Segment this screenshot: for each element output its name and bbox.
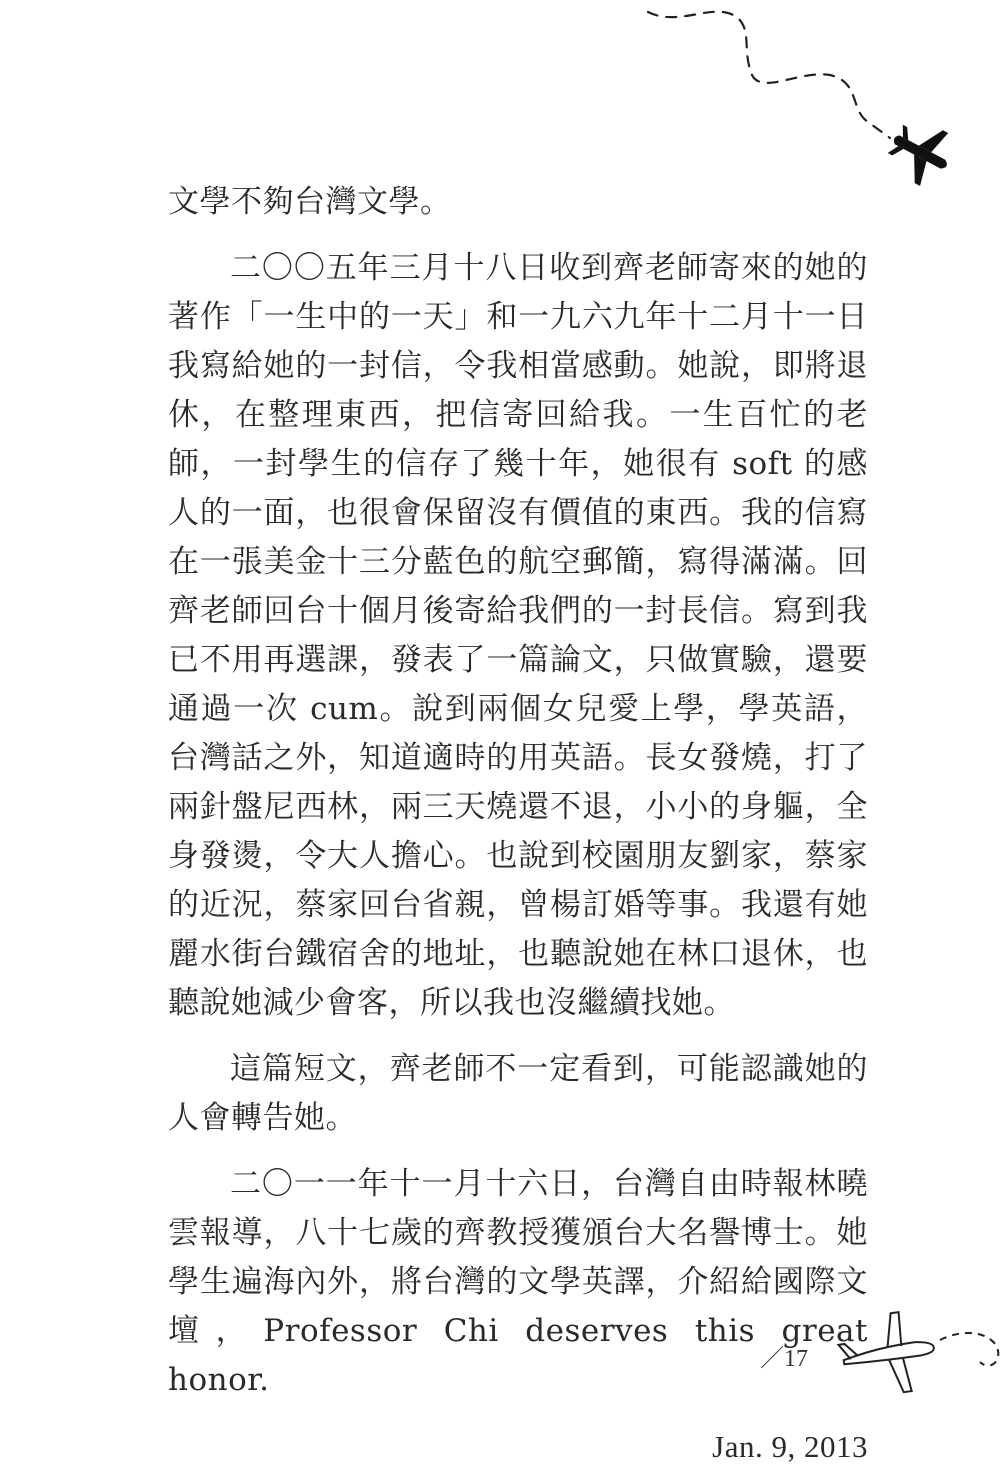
- paragraph-letter-memory: 二〇〇五年三月十八日收到齊老師寄來的她的著作「一生中的一天」和一九六九年十二月十一日我寫給她的一封信，令我相當感動。她說，即將退休，在整理東西，把信寄回給我。一生百忙的老師，一封學生的信存了幾十年，她很有 soft 的感人的一面，也很會保留沒有價值的東西。我的信寫在一張美金十三分藍色的航空郵簡，寫得滿滿。回齊老師回台十個月後寄給我們的一封長信。寫到我已不用再選課，發表了一篇論文，只做實驗，還要通過一次 cum。說到兩個女兒愛上學，學英語，台灣話之外，知道適時的用英語。長女發燒，打了兩針盤尼西林，兩三天燒還不退，小小的身軀，全身發燙，令大人擔心。也說到校園朋友劉家，蔡家的近況，蔡家回台省親，曾楊訂婚等事。我還有她麗水街台鐵宿舍的地址，也聽說她在林口退休，也聽說她減少會客，所以我也沒繼續找她。: [168, 250, 868, 1021]
- dashed-flight-path-bottom: [940, 1333, 998, 1366]
- signature-date: Jan. 9, 2013: [712, 1429, 868, 1464]
- dashed-flight-path: [648, 12, 890, 138]
- airplane-icon: [880, 112, 960, 193]
- article-body: [168, 178, 868, 1471]
- paragraph-short-article: 這篇短文，齊老師不一定看到，可能認識她的人會轉告她。: [168, 1051, 868, 1136]
- paragraph-continuation: 文學不夠台灣文學。: [168, 184, 452, 220]
- paragraph-honorary-degree: 二〇一一年十一月十六日，台灣自由時報林曉雲報導，八十七歲的齊教授獲頒台大名譽博士。她學生遍海內外，將台灣的文學英譯，介紹給國際文壇，Professor Chi deserves this great honor.: [168, 1166, 868, 1398]
- page-number: ／17: [760, 1346, 808, 1372]
